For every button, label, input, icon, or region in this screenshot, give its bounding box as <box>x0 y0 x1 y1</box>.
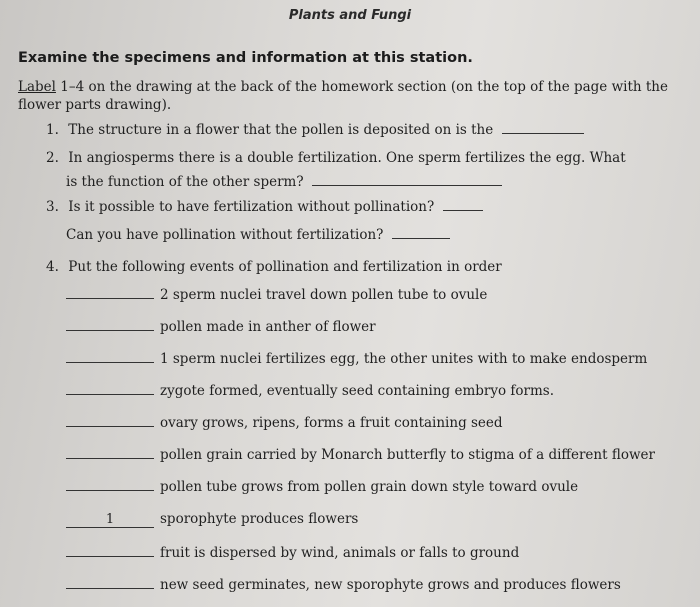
event-text: pollen made in anther of flower <box>160 319 376 335</box>
event-text: zygote formed, eventually seed containing embryo forms. <box>160 383 555 399</box>
answer-blank[interactable] <box>502 121 584 134</box>
question-text: Is it possible to have fertilization without pollination? <box>68 199 435 215</box>
intro-label-word: Label <box>18 79 56 95</box>
event-text: sporophyte produces flowers <box>160 511 359 527</box>
order-blank[interactable] <box>66 542 154 557</box>
question-text: In angiosperms there is a double fertilization. One sperm fertilizes the egg. What <box>68 150 626 166</box>
station-heading: Examine the specimens and information at this station. <box>18 50 473 66</box>
answer-blank[interactable] <box>392 226 450 239</box>
event-text: 1 sperm nuclei fertilizes egg, the other unites with to make endosperm <box>160 351 648 367</box>
order-blank[interactable] <box>66 412 154 427</box>
event-text: pollen grain carried by Monarch butterfly to stigma of a different flower <box>160 447 655 463</box>
question-text: The structure in a flower that the pollen is deposited on is the <box>68 122 494 138</box>
order-blank[interactable] <box>66 380 154 395</box>
event-text: fruit is dispersed by wind, animals or falls to ground <box>160 545 520 561</box>
question-2 <box>46 149 626 167</box>
event-text: pollen tube grows from pollen grain down style toward ovule <box>160 479 579 495</box>
order-blank[interactable] <box>66 574 154 589</box>
intro-rest: 1–4 on the drawing at the back of the homework section (on the top of the page with the flower parts drawing). <box>18 79 668 113</box>
order-blank[interactable]: 1 <box>66 513 154 528</box>
event-text: ovary grows, ripens, forms a fruit containing seed <box>160 415 503 431</box>
answer-blank[interactable] <box>312 173 502 186</box>
question-1 <box>46 121 584 139</box>
answer-blank[interactable] <box>443 198 483 211</box>
question-text: Put the following events of pollination and fertilization in order <box>68 259 502 275</box>
question-3 <box>46 198 483 216</box>
order-blank[interactable] <box>66 476 154 491</box>
question-4 <box>46 258 502 276</box>
event-text: new seed germinates, new sporophyte grows and produces flowers <box>160 577 621 593</box>
order-blank[interactable] <box>66 348 154 363</box>
order-blank[interactable] <box>66 316 154 331</box>
event-row <box>66 316 376 336</box>
event-row <box>66 510 358 528</box>
question-number: 2. <box>46 150 59 166</box>
event-text: 2 sperm nuclei travel down pollen tube to ovule <box>160 287 488 303</box>
page-header: Plants and Fungi <box>288 8 412 23</box>
event-row <box>66 542 519 562</box>
event-row <box>66 444 655 464</box>
intro-text <box>18 78 678 114</box>
event-row <box>66 412 503 432</box>
question-number: 3. <box>46 199 59 215</box>
question-text: is the function of the other sperm? <box>66 174 304 190</box>
question-number: 4. <box>46 259 59 275</box>
event-row <box>66 574 621 594</box>
event-row <box>66 380 554 400</box>
question-text: Can you have pollination without fertilization? <box>66 227 384 243</box>
event-row <box>66 476 578 496</box>
order-blank[interactable] <box>66 444 154 459</box>
question-3-line2 <box>66 226 450 244</box>
event-row <box>66 348 647 368</box>
question-2-line2 <box>66 173 502 191</box>
event-row <box>66 284 487 304</box>
question-number: 1. <box>46 122 59 138</box>
order-blank[interactable] <box>66 284 154 299</box>
